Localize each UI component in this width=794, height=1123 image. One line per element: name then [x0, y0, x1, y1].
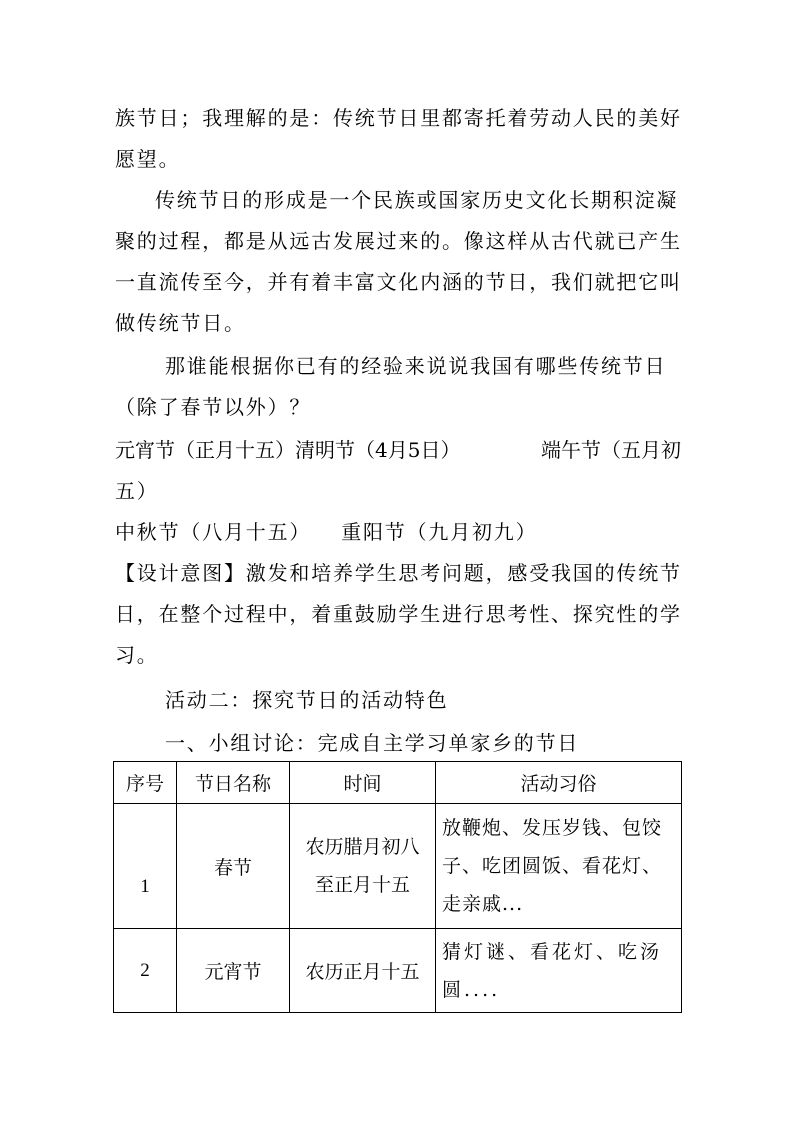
- row-1-customs-line-1: 放鞭炮、发压岁钱、包饺: [442, 817, 663, 839]
- festival-list-3a: 中秋节（八月十五）: [115, 520, 312, 544]
- table-row: [114, 929, 682, 1013]
- row-2-customs-line-2: 圆....: [442, 978, 501, 1001]
- festival-list-line-1: [115, 438, 681, 462]
- row-2-number: [114, 929, 177, 1013]
- paragraph-3-line-2: （除了春节以外）？: [115, 395, 312, 419]
- festival-list-line-2: 五）: [115, 479, 159, 503]
- header-customs: 活动习俗: [436, 762, 682, 804]
- festival-list-1a: 元宵节（正月十五）清明节（4月5日）: [115, 438, 461, 462]
- design-intent-line-1: 【设计意图】激发和培养学生思考问题，感受我国的传统节: [115, 561, 682, 585]
- festival-list-3b: 重阳节（九月初九）: [341, 520, 538, 544]
- activity-two-heading: 活动二：探究节日的活动特色: [165, 688, 449, 712]
- row-1-customs-line-2: 子、吃团圆饭、看花灯、: [442, 855, 663, 877]
- row-2-customs: [436, 929, 682, 1013]
- row-2-festival-name: 元宵节: [177, 929, 290, 1013]
- row-1-festival-name: 春节: [177, 804, 290, 929]
- table-header-row: [114, 762, 682, 804]
- paragraph-3-line-1: 那谁能根据你已有的经验来说说我国有哪些传统节日: [165, 354, 667, 378]
- row-1-time-line-2: 至正月十五: [314, 874, 410, 896]
- festival-list-line-3: [115, 520, 681, 544]
- row-2-time: 农历正月十五: [290, 929, 436, 1013]
- design-intent-line-2: 日，在整个过程中，着重鼓励学生进行思考性、探究性的学: [115, 602, 682, 626]
- paragraph-2-line-2: 聚的过程，都是从远古发展过来的。像这样从古代就已产生: [115, 229, 682, 253]
- paragraph-1-line-2: 愿望。: [115, 147, 181, 171]
- row-2-number-text: 2: [140, 960, 150, 981]
- row-1-time-line-1: 农历腊月初八: [305, 836, 420, 858]
- row-1-customs: [436, 804, 682, 929]
- paragraph-2-line-1: 传统节日的形成是一个民族或国家历史文化长期积淀凝: [155, 188, 679, 212]
- paragraph-2-line-4: 做传统节日。: [115, 311, 246, 335]
- paragraph-2-line-3: 一直流传至今，并有着丰富文化内涵的节日，我们就把它叫: [115, 270, 682, 294]
- hometown-festival-table: [113, 761, 682, 1013]
- festival-list-1b: 端午节（五月初: [541, 438, 681, 462]
- header-festival-name: 节日名称: [177, 762, 290, 804]
- row-2-customs-line-1: 猜灯谜、看花灯、吃汤: [442, 940, 663, 963]
- design-intent-line-3: 习。: [115, 643, 159, 667]
- header-number: 序号: [114, 762, 177, 804]
- row-1-time: [290, 804, 436, 929]
- paragraph-1-line-1: 族节日；我理解的是：传统节日里都寄托着劳动人民的美好: [115, 106, 682, 130]
- row-1-customs-line-3: 走亲戚...: [442, 893, 524, 915]
- group-discussion-heading: 一、小组讨论：完成自主学习单家乡的节日: [165, 731, 580, 755]
- row-1-number: [114, 804, 177, 929]
- table-row: [114, 804, 682, 929]
- header-time: 时间: [290, 762, 436, 804]
- row-1-number-text: 1: [140, 876, 150, 897]
